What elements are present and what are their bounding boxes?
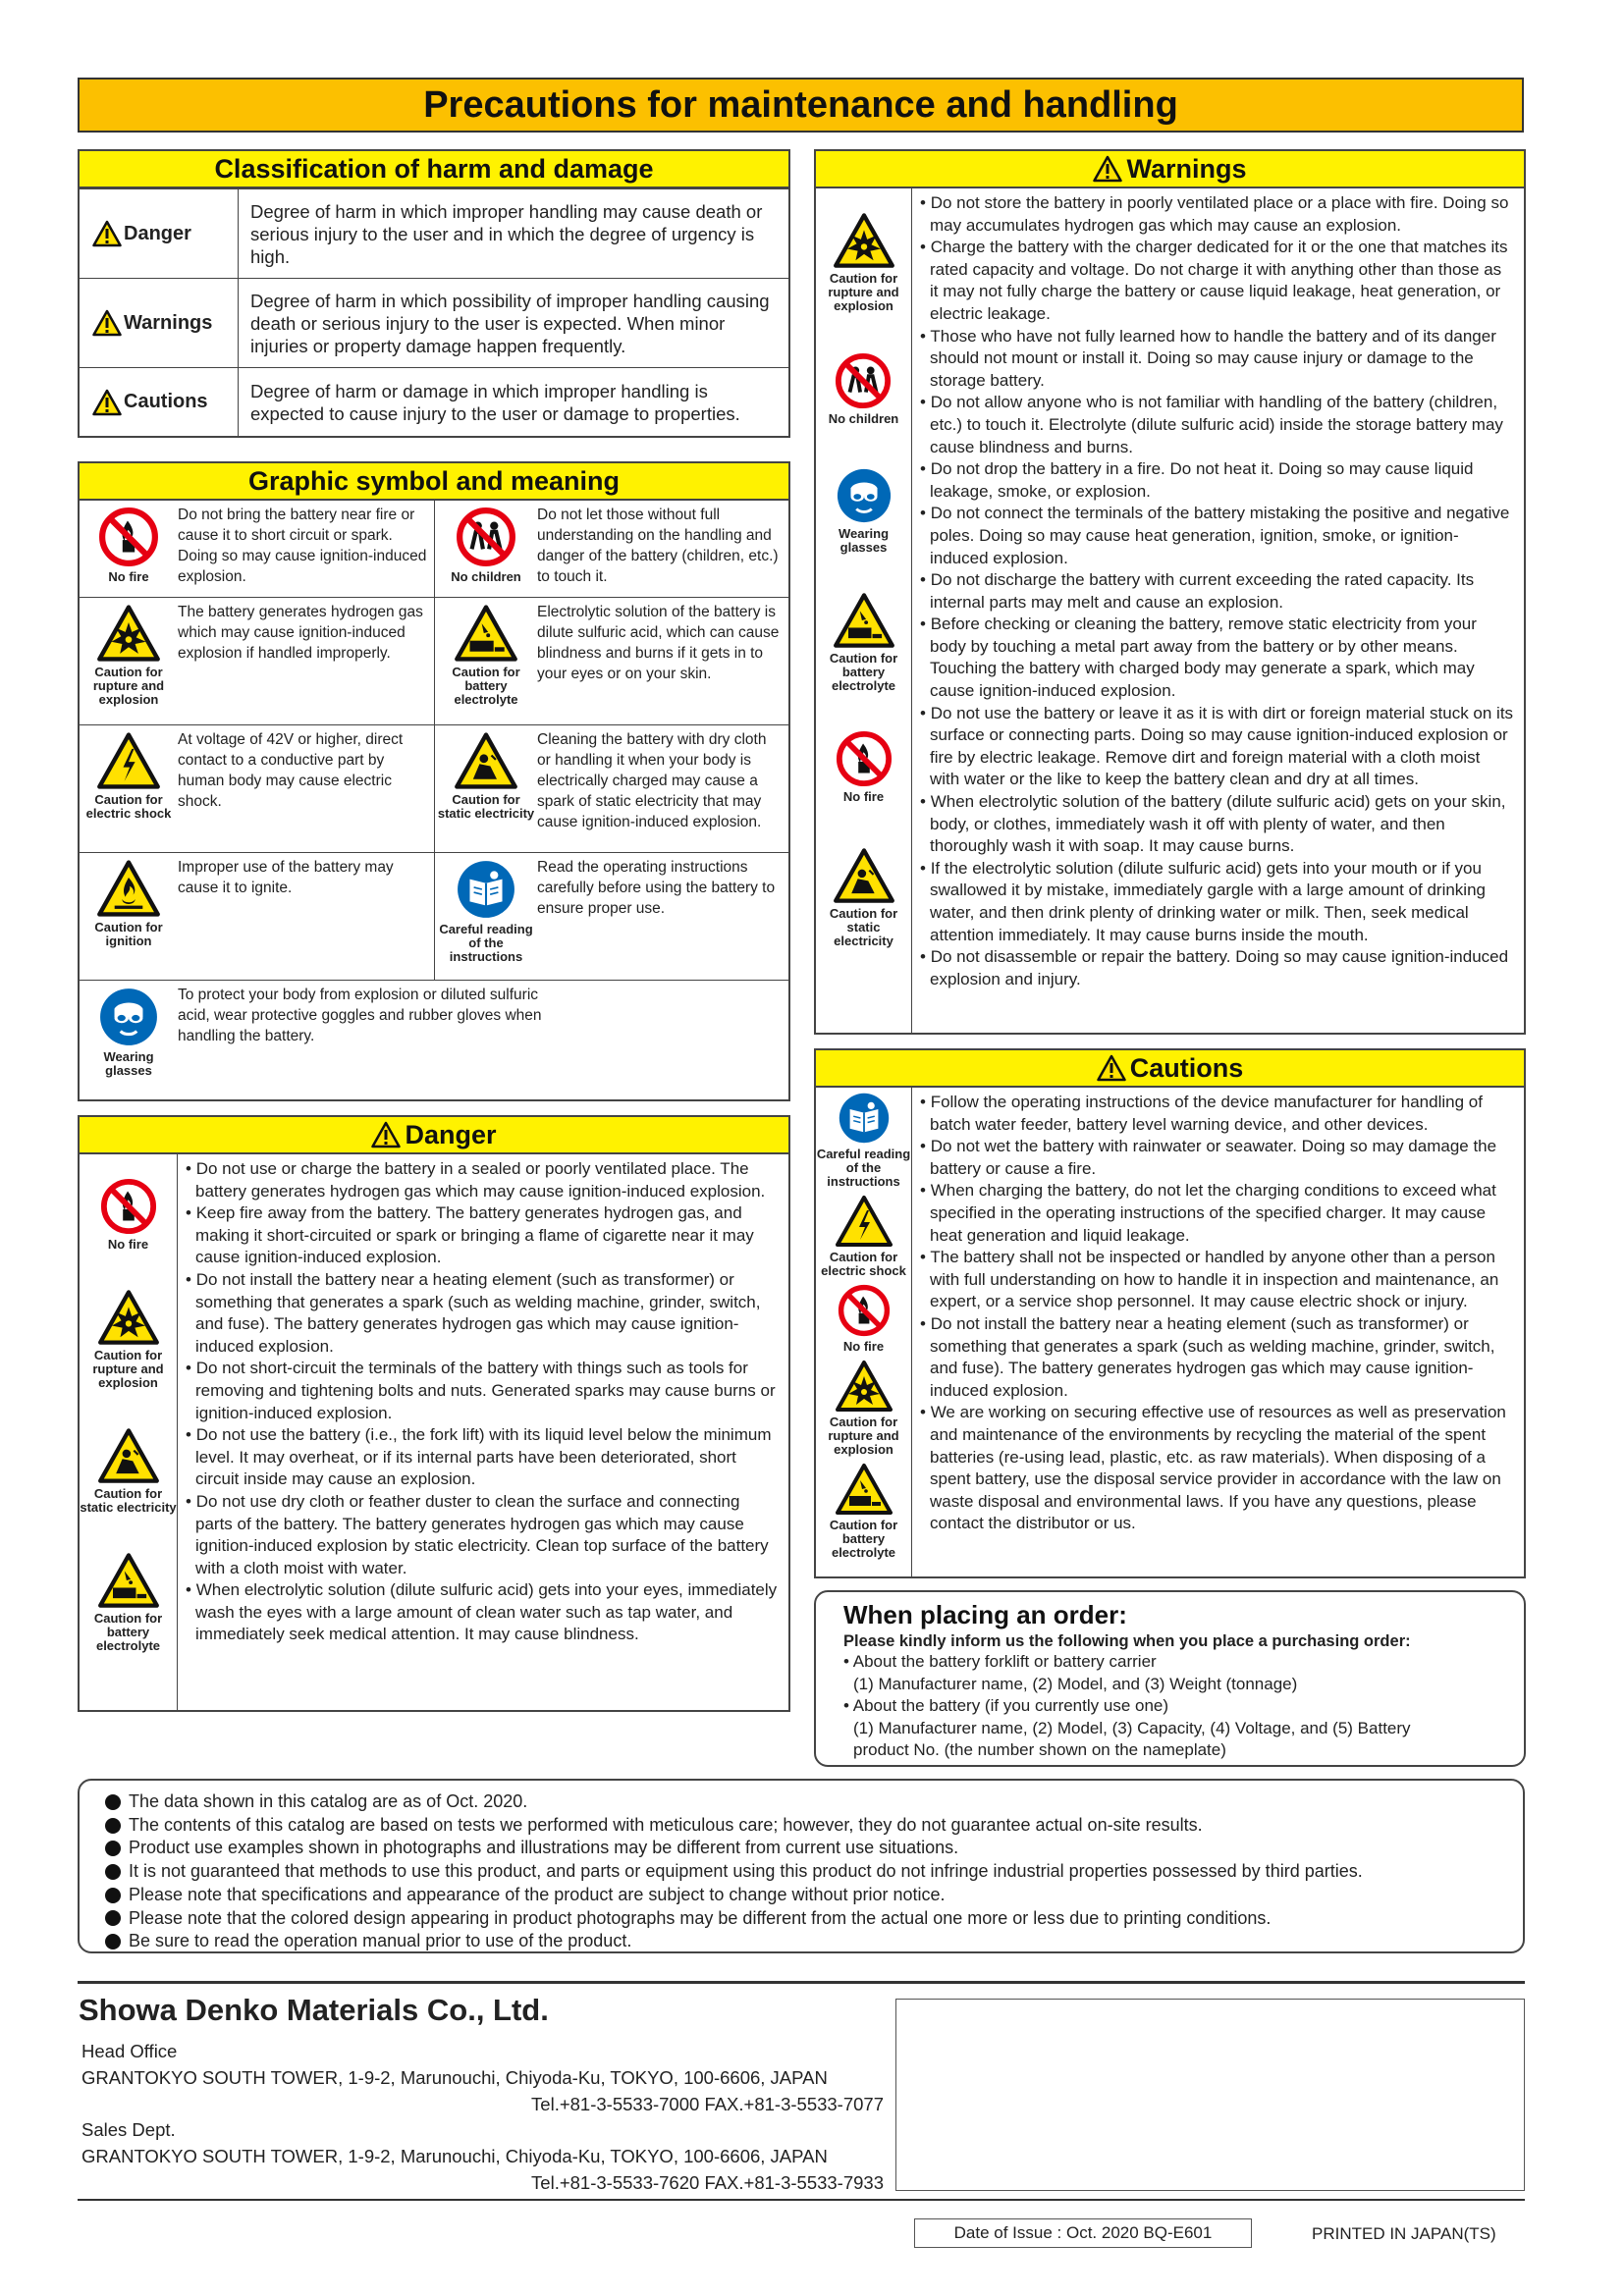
order-subtitle: Please kindly inform us the following when you place a purchasing order: xyxy=(843,1632,1411,1650)
graphic-description: To protect your body from explosion or diluted sulfuric acid, wear protective goggles and rubber gloves when handling the battery. xyxy=(178,987,542,1044)
bullet-item: • Do not use the battery (i.e., the fork lift) with its liquid level below the minimum level. It may overheat, or if its internal parts have been deteriorated, short circuit inside may cause an explosion. xyxy=(186,1425,772,1489)
classification-heading: Classification of harm and damage xyxy=(80,151,788,188)
electrolyte-icon xyxy=(97,1552,160,1609)
class-text-warnings: Degree of harm in which possibility of improper handling causing death or serious injury to the user is expected. When minor injuries or property damage happen frequently. xyxy=(250,290,770,356)
graphic-symbol-heading: Graphic symbol and meaning xyxy=(80,463,788,501)
graphic-row xyxy=(80,597,788,724)
explosion-icon xyxy=(96,604,161,663)
bullet-item: • Do not allow anyone who is not familiar with handling of the battery (children, etc.) to touch it. Electrolyte (dilute sulfuric acid) inside the storage battery may cause blindness and burns. xyxy=(920,393,1503,456)
no-fire-icon xyxy=(98,507,159,567)
warning-triangle-icon xyxy=(92,309,122,337)
goggles-icon xyxy=(98,987,159,1047)
static-electricity-icon xyxy=(454,731,518,790)
order-title: When placing an order: xyxy=(843,1600,1127,1629)
electrolyte-icon xyxy=(833,592,895,649)
icon-caption: No children xyxy=(451,569,521,584)
icon-caption: Wearing glasses xyxy=(103,1049,154,1078)
bullet-dot-icon xyxy=(105,1888,121,1903)
class-row-danger xyxy=(80,188,788,278)
company-name: Showa Denko Materials Co., Ltd. xyxy=(79,1993,549,2027)
bullet-item: • Do not install the battery near a heating element (such as transformer) or something that generates a spark (such as welding machine, grinder, switch, and fuse). The battery generates hydrogen gas which may cause ignition-induced explosion. xyxy=(920,1313,1495,1400)
bullet-item: • The battery shall not be inspected or handled by anyone other than a person with full understanding on how to handle it in inspection and maintenance, an expert, or a service shop personnel. It may cause electric shock or injury. xyxy=(920,1248,1499,1311)
graphic-symbol-section xyxy=(78,461,790,1101)
danger-heading: Danger xyxy=(80,1117,788,1154)
divider xyxy=(78,2199,1525,2201)
no-children-icon xyxy=(835,352,892,409)
icon-caption: Caution for rupture and explosion xyxy=(92,665,165,707)
note-item: Product use examples shown in photographs and illustrations may be different from current use situations. xyxy=(105,1837,1497,1860)
notes-box xyxy=(78,1779,1525,1953)
bullet-item: • Keep fire away from the battery. The battery generates hydrogen gas, and making it short-circuited or spark or bringing a flame of cigarette near it may cause ignition-induced explosion. xyxy=(186,1203,754,1267)
read-instructions-icon xyxy=(456,859,516,920)
electric-shock-icon xyxy=(96,731,161,790)
icon-caption: Caution for battery electrolyte xyxy=(829,1518,898,1560)
printed-in-label: PRINTED IN JAPAN(TS) xyxy=(1312,2224,1496,2243)
sales-dept-address: Sales Dept. GRANTOKYO SOUTH TOWER, 1-9-2, Marunouchi, Chiyoda-Ku, TOKYO, 100-6606, JAPAN Tel.+81-3-5533-7620 FAX.+81-3-5533-7933 xyxy=(81,2119,884,2193)
icon-caption: No fire xyxy=(107,1237,149,1252)
warnings-section xyxy=(814,149,1526,1035)
class-label-cautions: Cautions xyxy=(124,391,208,412)
page-title: Precautions for maintenance and handling xyxy=(78,78,1524,133)
icon-caption: Caution for electric shock xyxy=(85,792,172,821)
electrolyte-icon xyxy=(834,1463,894,1516)
cautions-bullets xyxy=(912,1088,1524,1576)
graphic-description: At voltage of 42V or higher, direct contact to a conductive part by human body may cause electric shock. xyxy=(178,731,404,810)
bullet-dot-icon xyxy=(105,1934,121,1949)
order-line: product No. (the number shown on the nameplate) xyxy=(853,1740,1226,1759)
class-label-danger: Danger xyxy=(124,222,191,244)
bullet-item: • Do not use or charge the battery in a sealed or poorly ventilated place. The battery generates hydrogen gas which may cause ignition-induced explosion. xyxy=(186,1159,766,1201)
bullet-item: • Follow the operating instructions of the device manufacturer for handling of batch water feeder, battery level warning device, and other devices. xyxy=(920,1093,1483,1134)
note-item: The contents of this catalog are based on tests we performed with meticulous care; however, they do not guarantee actual on-site results. xyxy=(105,1814,1497,1838)
issue-date-box: Date of Issue : Oct. 2020 BQ-E601 xyxy=(914,2218,1252,2248)
icon-caption: Careful reading of the instructions xyxy=(816,1147,911,1189)
no-fire-icon xyxy=(836,730,893,787)
ignition-icon xyxy=(96,859,161,918)
classification-section xyxy=(78,149,790,438)
head-office-address: Head Office GRANTOKYO SOUTH TOWER, 1-9-2, Marunouchi, Chiyoda-Ku, TOKYO, 100-6606, JAPAN Tel.+81-3-5533-7000 FAX.+81-3-5533-7077 xyxy=(81,2041,884,2114)
bullet-item: • Do not discharge the battery with current exceeding the rated capacity. Its internal parts may melt and cause an explosion. xyxy=(920,570,1475,612)
goggles-icon xyxy=(836,467,893,524)
icon-caption: Caution for battery electrolyte xyxy=(93,1611,163,1653)
icon-caption: No fire xyxy=(842,789,885,804)
graphic-row xyxy=(80,501,788,597)
bullet-item: • Those who have not fully learned how to handle the battery and of its danger should not mount or install it. Doing so may cause injury or damage to the storage battery. xyxy=(920,326,1496,390)
no-children-icon xyxy=(456,507,516,567)
graphic-row xyxy=(80,852,788,980)
bullet-dot-icon xyxy=(105,1864,121,1880)
bullet-item: • When electrolytic solution (dilute sulfuric acid) gets into your eyes, immediately wash the eyes with a large amount of clean water such as tap water, and immediately seek medical attention. It may cause blindness. xyxy=(186,1580,778,1644)
warning-triangle-icon xyxy=(92,220,122,247)
explosion-icon xyxy=(833,212,895,269)
order-line: (1) Manufacturer name, (2) Model, and (3) Weight (tonnage) xyxy=(853,1674,1298,1693)
bullet-item: • Do not store the battery in poorly ventilated place or a place with fire. Doing so may accumulates hydrogen gas which may cause an explosion. xyxy=(920,193,1509,235)
explosion-icon xyxy=(834,1360,894,1413)
graphic-description: Do not let those without full understanding on the handling and danger of the battery (children, etc.) to touch it. xyxy=(537,507,779,585)
bullet-item: • Do not short-circuit the terminals of the battery with things such as tools for removing and tightening bolts and nuts. Generated sparks may cause burns or ignition-induced explosion. xyxy=(186,1359,776,1422)
bullet-item: • We are working on securing effective use of resources as well as preservation and maintenance of the environments by recycling the material of the spent batteries (re-using lead, plastic, etc. as raw materials). When disposing of a spent battery, use the disposal service provider in accordance with the law on waste disposal and environmental laws. If you have any questions, please contact the distributor or us. xyxy=(920,1403,1506,1533)
note-item: Be sure to read the operation manual prior to use of the product. xyxy=(105,1930,1497,1953)
bullet-item: • If the electrolytic solution (dilute sulfuric acid) gets into your mouth or if you swallowed it by mistake, immediately gargle with a large amount of drinking water, and then drink plenty of drinking water or milk. Then, seek medical attention immediately. It may cause burns inside the mouth. xyxy=(920,858,1486,944)
bullet-item: • Do not connect the terminals of the battery mistaking the positive and negative poles. Doing so may cause heat generation, ignition, smoke, or ignition-induced explosion. xyxy=(920,504,1510,567)
note-item: The data shown in this catalog are as of Oct. 2020. xyxy=(105,1790,1497,1814)
icon-caption: Careful reading of the instructions xyxy=(439,922,533,964)
bullet-dot-icon xyxy=(105,1818,121,1834)
icon-caption: Caution for rupture and explosion xyxy=(828,271,899,313)
bullet-dot-icon xyxy=(105,1841,121,1856)
note-item: Please note that specifications and appearance of the product are subject to change without prior notice. xyxy=(105,1884,1497,1907)
warning-triangle-icon xyxy=(1097,1054,1126,1082)
bullet-item: • Charge the battery with the charger dedicated for it or the one that matches its rated capacity and voltage. Do not charge it with anything other than those as it may not fully charge the battery or cause liquid leakage, heat generation, or electric leakage. xyxy=(920,238,1508,323)
warnings-heading: Warnings xyxy=(816,151,1524,188)
icon-caption: Caution for rupture and explosion xyxy=(92,1348,164,1390)
distributor-stamp-box xyxy=(895,1999,1525,2191)
read-instructions-icon xyxy=(838,1092,891,1145)
graphic-description: Do not bring the battery near fire or cause it to short circuit or spark. Doing so may cause ignition-induced explosion. xyxy=(178,507,427,585)
cautions-section xyxy=(814,1048,1526,1578)
warning-triangle-icon xyxy=(371,1121,401,1148)
icon-caption: Caution for electric shock xyxy=(821,1250,906,1278)
icon-caption: No children xyxy=(828,411,899,426)
icon-caption: No fire xyxy=(842,1339,885,1354)
electrolyte-icon xyxy=(454,604,518,663)
graphic-description: Read the operating instructions carefully before using the battery to ensure proper use. xyxy=(537,859,776,917)
danger-section xyxy=(78,1115,790,1712)
bullet-item: • Do not use the battery or leave it as it is with dirt or foreign material stuck on its surface or connecting parts. Doing so may cause ignition-induced explosion or fire by electric leakage. Remove dirt and foreign material with a cloth moist with water or the like to keep the battery clean and dry at all times. xyxy=(920,703,1514,789)
no-fire-icon xyxy=(838,1284,891,1337)
order-line: • About the battery (if you currently use one) xyxy=(843,1696,1169,1715)
icon-caption: Caution for battery electrolyte xyxy=(452,665,520,707)
bullet-item: • Before checking or cleaning the battery, remove static electricity from your body by touching a metal part away from the battery or by other means. Touching the battery with charged body may generate a spark, which may cause ignition-induced explosion. xyxy=(920,614,1477,701)
warning-triangle-icon xyxy=(1093,155,1122,183)
class-text-danger: Degree of harm in which improper handling may cause death or serious injury to the user and in which the degree of urgency is high. xyxy=(250,200,763,267)
warning-triangle-icon xyxy=(92,389,122,416)
class-row-cautions xyxy=(80,367,788,436)
bullet-item: • Do not use dry cloth or feather duster to clean the surface and connecting parts of the battery. The battery generates hydrogen gas which may cause ignition-induced explosion by static electricity. Clean top surface of the battery with a cloth moist with water. xyxy=(186,1491,769,1577)
graphic-description: The battery generates hydrogen gas which may cause ignition-induced explosion if handled improperly. xyxy=(178,604,423,662)
note-item: It is not guaranteed that methods to use this product, and parts or equipment using this product do not infringe industrial properties possessed by third parties. xyxy=(105,1860,1497,1884)
static-electricity-icon xyxy=(833,847,895,904)
icon-caption: Caution for battery electrolyte xyxy=(829,651,898,693)
note-item: Please note that the colored design appearing in product photographs may be different from the actual one more or less due to printing conditions. xyxy=(105,1907,1497,1931)
order-line: (1) Manufacturer name, (2) Model, (3) Capacity, (4) Voltage, and (5) Battery xyxy=(853,1718,1411,1737)
order-info-box xyxy=(814,1590,1526,1767)
icon-caption: Wearing glasses xyxy=(838,526,890,555)
bullet-item: • Do not drop the battery in a fire. Do not heat it. Doing so may cause liquid leakage, smoke, or explosion. xyxy=(920,459,1474,501)
warnings-bullets xyxy=(912,188,1524,1033)
icon-caption: Caution for ignition xyxy=(94,920,163,948)
cautions-heading: Cautions xyxy=(816,1050,1524,1088)
order-line: • About the battery forklift or battery carrier xyxy=(843,1652,1157,1671)
static-electricity-icon xyxy=(97,1427,160,1484)
electric-shock-icon xyxy=(834,1195,894,1248)
class-text-cautions: Degree of harm or damage in which improper handling is expected to cause injury to the user or damage to properties. xyxy=(250,380,740,424)
graphic-row xyxy=(80,724,788,852)
bullet-item: • When electrolytic solution of the battery (dilute sulfuric acid) gets on your skin, body, or clothes, immediately wash it off with plenty of water, and then thoroughly wash it with soap. It may cause burns. xyxy=(920,792,1506,856)
icon-caption: Caution for static electricity xyxy=(437,792,535,821)
icon-caption: Caution for static electricity xyxy=(829,906,898,948)
graphic-description: Electrolytic solution of the battery is dilute sulfuric acid, which can cause blindness and burns if it gets in to your eyes or on your skin. xyxy=(537,604,780,682)
graphic-row xyxy=(80,980,788,1099)
class-label-warnings: Warnings xyxy=(124,311,213,334)
bullet-item: • Do not install the battery near a heating element (such as transformer) or something that generates a spark (such as welding machine, grinder, switch, and fuse). The battery generates hydrogen gas which may cause ignition-induced explosion. xyxy=(186,1269,761,1356)
icon-caption: No fire xyxy=(108,569,149,584)
bullet-dot-icon xyxy=(105,1794,121,1810)
no-fire-icon xyxy=(100,1178,157,1235)
graphic-description: Improper use of the battery may cause it to ignite. xyxy=(178,859,394,896)
bullet-dot-icon xyxy=(105,1910,121,1926)
bullet-item: • Do not wet the battery with rainwater or seawater. Doing so may damage the battery or cause a fire. xyxy=(920,1137,1497,1178)
explosion-icon xyxy=(97,1289,160,1346)
icon-caption: Caution for static electricity xyxy=(80,1486,177,1515)
graphic-description: Cleaning the battery with dry cloth or handling it when your body is electrically charged may cause a spark of static electricity that may cause ignition-induced explosion. xyxy=(537,731,767,830)
class-row-warnings xyxy=(80,278,788,367)
bullet-item: • When charging the battery, do not let the charging conditions to exceed what specified in the operating instructions of the specified charger. It may cause heat generation and liquid leakage. xyxy=(920,1181,1496,1245)
danger-bullets xyxy=(178,1154,788,1710)
bullet-item: • Do not disassemble or repair the battery. Doing so may cause ignition-induced explosion and injury. xyxy=(920,947,1509,988)
divider xyxy=(78,1981,1525,1984)
icon-caption: Caution for rupture and explosion xyxy=(828,1415,899,1457)
